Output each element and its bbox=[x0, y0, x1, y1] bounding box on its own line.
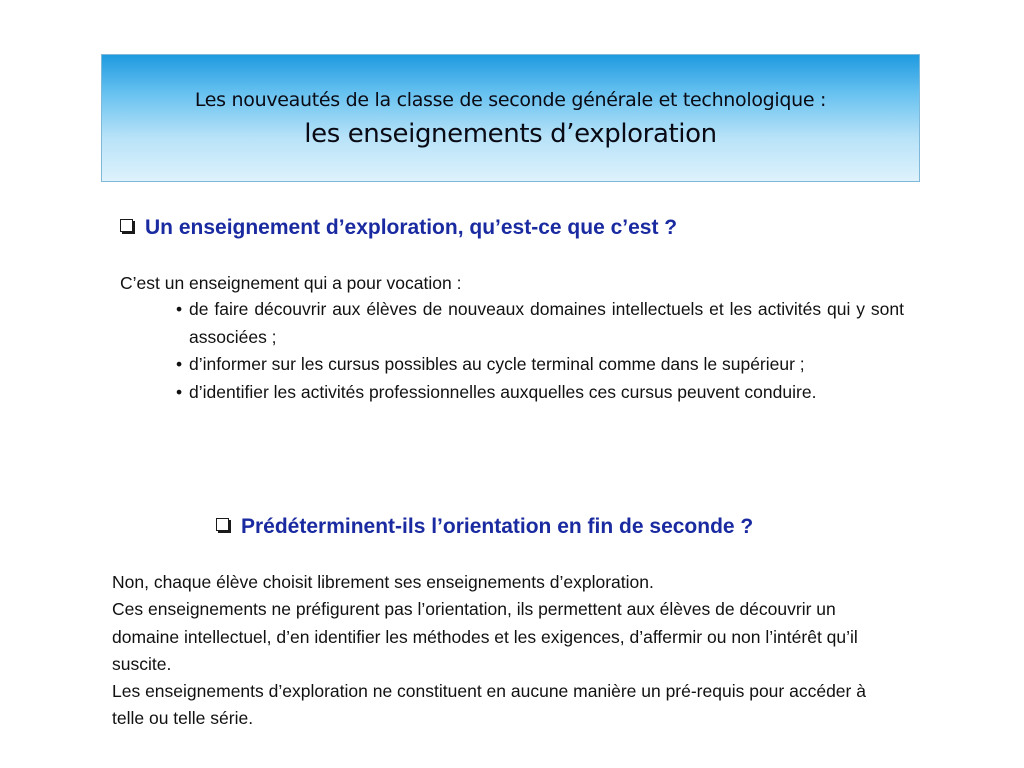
vocation-list bbox=[176, 296, 904, 406]
bullet-icon: • bbox=[176, 354, 183, 374]
slide-subtitle: Les nouveautés de la classe de seconde générale et technologique : bbox=[194, 89, 827, 111]
answer-text bbox=[112, 569, 892, 733]
answer-paragraph: Les enseignements d’exploration ne constituent en aucune manière un pré-requis pour accéder à telle ou telle série. bbox=[112, 681, 866, 729]
bullet-icon: • bbox=[176, 299, 183, 319]
section-heading-text: Prédéterminent-ils l’orientation en fin de seconde ? bbox=[241, 515, 754, 538]
slide-title: les enseignements d’exploration bbox=[304, 119, 717, 149]
title-banner bbox=[101, 54, 920, 182]
intro-text: C’est un enseignement qui a pour vocation : bbox=[120, 273, 462, 293]
list-item bbox=[176, 379, 904, 407]
checkbox-icon bbox=[216, 518, 229, 531]
list-item bbox=[176, 296, 904, 351]
list-item-text: de faire découvrir aux élèves de nouveaux domaines intellectuels et les activités qui y sont associées ; bbox=[189, 299, 904, 347]
list-item-text: d’informer sur les cursus possibles au cycle terminal comme dans le supérieur ; bbox=[189, 354, 805, 374]
section-heading-orientation bbox=[216, 515, 753, 539]
checkbox-icon bbox=[120, 219, 133, 232]
list-item-text: d’identifier les activités professionnelles auxquelles ces cursus peuvent conduire. bbox=[189, 381, 817, 402]
bullet-icon: • bbox=[176, 381, 183, 402]
list-item bbox=[176, 351, 904, 379]
section-heading-exploration bbox=[120, 216, 677, 240]
section-heading-text: Un enseignement d’exploration, qu’est-ce que c’est ? bbox=[145, 216, 678, 239]
answer-paragraph: Ces enseignements ne préfigurent pas l’orientation, ils permettent aux élèves de découvrir un domaine intellectuel, d’en identifier les méthodes et les exigences, d’affermir ou non l’intérêt qu’il suscite. bbox=[112, 599, 858, 674]
answer-paragraph: Non, chaque élève choisit librement ses enseignements d’exploration. bbox=[112, 572, 654, 592]
